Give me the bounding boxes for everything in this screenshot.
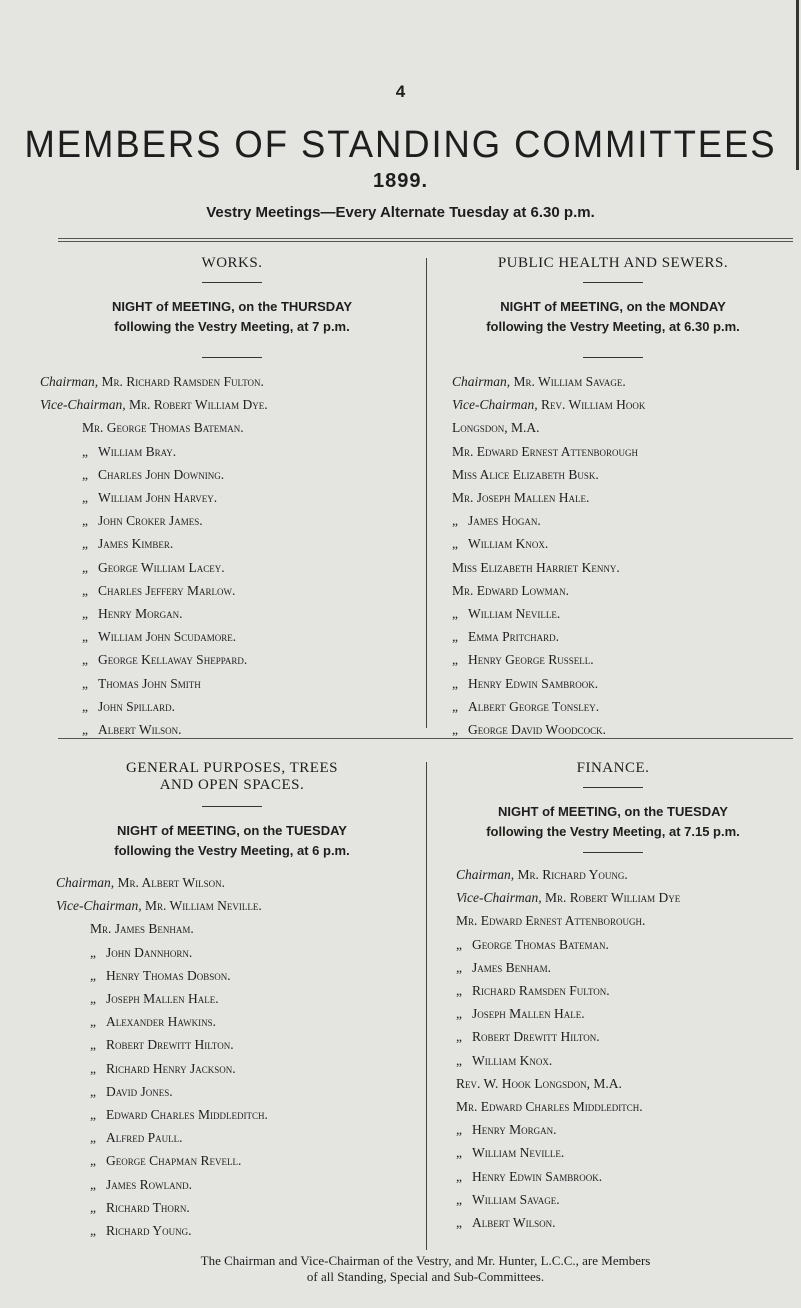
member-role: Chairman, bbox=[56, 875, 115, 890]
ditto-mark: „ bbox=[90, 1060, 96, 1076]
member-role: Chairman, bbox=[452, 374, 511, 389]
ditto-mark: „ bbox=[456, 1006, 462, 1022]
member-name: Mr. Joseph Mallen Hale. bbox=[452, 490, 590, 506]
member-row bbox=[432, 556, 794, 579]
member-name: Mr. Edward Lowman. bbox=[452, 582, 569, 598]
title-rule bbox=[202, 282, 262, 283]
member-row bbox=[40, 1173, 424, 1196]
member-row bbox=[432, 1188, 794, 1211]
member-name: Richard Henry Jackson. bbox=[106, 1060, 236, 1076]
ditto-mark: „ bbox=[82, 629, 88, 645]
ditto-mark: „ bbox=[452, 629, 458, 645]
member-name: Edward Charles Middleditch. bbox=[106, 1107, 268, 1123]
ditto-mark: „ bbox=[82, 443, 88, 459]
member-name: George Thomas Bateman. bbox=[472, 936, 609, 952]
ditto-mark: „ bbox=[82, 652, 88, 668]
member-row bbox=[432, 956, 794, 979]
member-row bbox=[432, 1049, 794, 1072]
member-name: Albert George Tonsley. bbox=[468, 698, 600, 714]
member-row bbox=[40, 1126, 424, 1149]
member-name: Emma Pritchard. bbox=[468, 629, 560, 645]
ditto-mark: „ bbox=[456, 1191, 462, 1207]
member-role: Vice-Chairman, bbox=[40, 397, 126, 413]
member-name: Mr. Richard Young. bbox=[517, 867, 628, 882]
member-name: William Neville. bbox=[468, 606, 561, 622]
member-name: Henry Thomas Dobson. bbox=[106, 967, 231, 983]
member-row bbox=[432, 1118, 794, 1141]
committee-finance bbox=[432, 760, 794, 1234]
ditto-mark: „ bbox=[452, 698, 458, 714]
member-name: William Savage. bbox=[472, 1191, 560, 1207]
ditto-mark: „ bbox=[82, 490, 88, 506]
member-name: Mr. Richard Ramsden Fulton. bbox=[101, 374, 264, 389]
member-row bbox=[432, 463, 794, 486]
member-row bbox=[432, 416, 794, 439]
member-row bbox=[432, 909, 794, 932]
member-name: Henry Morgan. bbox=[472, 1122, 557, 1138]
member-name: Thomas John Smith bbox=[98, 675, 201, 691]
member-name: Rev. William Hook bbox=[540, 397, 646, 413]
ditto-mark: „ bbox=[456, 1029, 462, 1045]
member-row bbox=[40, 1033, 424, 1056]
member-name: Mr. Edward Ernest Attenborough bbox=[452, 443, 639, 459]
member-row bbox=[432, 602, 794, 625]
member-row bbox=[40, 894, 424, 917]
meeting-note-line: NIGHT of MEETING, on the MONDAY bbox=[500, 299, 726, 314]
member-name: Robert Drewitt Hilton. bbox=[472, 1029, 600, 1045]
member-name: Richard Young. bbox=[106, 1223, 192, 1239]
member-name: Miss Alice Elizabeth Busk. bbox=[452, 466, 599, 482]
meeting-note-line: NIGHT of MEETING, on the TUESDAY bbox=[498, 804, 728, 819]
member-row bbox=[40, 1149, 424, 1172]
member-row bbox=[432, 1002, 794, 1025]
member-row bbox=[40, 718, 424, 741]
title-rule bbox=[202, 806, 262, 807]
committee-title: AND OPEN SPACES. bbox=[159, 777, 305, 793]
ditto-mark: „ bbox=[82, 675, 88, 691]
member-row bbox=[40, 987, 424, 1010]
ditto-mark: „ bbox=[90, 1153, 96, 1169]
ditto-mark: „ bbox=[82, 559, 88, 575]
member-row bbox=[432, 393, 794, 416]
member-name: Longsdon, M.A. bbox=[452, 420, 540, 436]
member-name: Mr. Robert William Dye bbox=[544, 890, 681, 906]
member-name: George Kellaway Sheppard. bbox=[98, 652, 248, 668]
member-role: Chairman, bbox=[40, 374, 99, 389]
member-row bbox=[432, 532, 794, 555]
meeting-note-line: following the Vestry Meeting, at 6 p.m. bbox=[114, 843, 350, 858]
member-row bbox=[40, 672, 424, 695]
member-row bbox=[432, 625, 794, 648]
page-number: 4 bbox=[395, 82, 406, 101]
member-name: Alexander Hawkins. bbox=[106, 1014, 217, 1030]
ditto-mark: „ bbox=[456, 959, 462, 975]
member-name: John Spillard. bbox=[98, 698, 176, 714]
member-row bbox=[40, 463, 424, 486]
ditto-mark: „ bbox=[90, 1014, 96, 1030]
member-row bbox=[40, 941, 424, 964]
member-row bbox=[40, 917, 424, 940]
ditto-mark: „ bbox=[452, 513, 458, 529]
member-name: Rev. W. Hook Longsdon, M.A. bbox=[456, 1075, 622, 1091]
ditto-mark: „ bbox=[90, 1037, 96, 1053]
member-row bbox=[40, 1010, 424, 1033]
member-name: James Hogan. bbox=[468, 513, 541, 529]
ditto-mark: „ bbox=[90, 1223, 96, 1239]
member-list bbox=[40, 871, 424, 1242]
ditto-mark: „ bbox=[90, 967, 96, 983]
ditto-mark: „ bbox=[82, 513, 88, 529]
footer-line: of all Standing, Special and Sub-Committees. bbox=[306, 1269, 545, 1284]
member-row bbox=[432, 886, 794, 909]
member-row bbox=[432, 1211, 794, 1234]
member-name: James Kimber. bbox=[98, 536, 174, 552]
member-name: Mr. George Thomas Bateman. bbox=[82, 420, 244, 436]
member-row bbox=[432, 1165, 794, 1188]
member-name: George Chapman Revell. bbox=[106, 1153, 242, 1169]
ditto-mark: „ bbox=[456, 936, 462, 952]
member-name: Mr. William Savage. bbox=[513, 374, 626, 389]
member-list bbox=[40, 370, 424, 741]
member-row bbox=[40, 393, 424, 416]
title-rule bbox=[583, 282, 643, 283]
member-row bbox=[432, 979, 794, 1002]
ditto-mark: „ bbox=[456, 983, 462, 999]
ditto-mark: „ bbox=[90, 1130, 96, 1146]
member-row bbox=[432, 1072, 794, 1095]
ditto-mark: „ bbox=[452, 652, 458, 668]
member-name: Albert Wilson. bbox=[98, 722, 182, 738]
member-name: Mr. Robert William Dye. bbox=[128, 397, 268, 413]
member-name: Henry Morgan. bbox=[98, 606, 183, 622]
member-name: William Knox. bbox=[472, 1052, 553, 1068]
member-row bbox=[432, 672, 794, 695]
member-row bbox=[40, 871, 424, 894]
member-row bbox=[432, 933, 794, 956]
member-role: Chairman, bbox=[456, 867, 515, 882]
committee-title: GENERAL PURPOSES, TREES bbox=[126, 760, 338, 776]
member-name: Mr. Edward Charles Middleditch. bbox=[456, 1099, 643, 1115]
member-name: George David Woodcock. bbox=[468, 722, 606, 738]
member-row bbox=[432, 648, 794, 671]
member-row bbox=[40, 579, 424, 602]
committee-title: FINANCE. bbox=[576, 760, 650, 776]
member-row bbox=[40, 1196, 424, 1219]
member-name: William John Scudamore. bbox=[98, 629, 237, 645]
member-name: William John Harvey. bbox=[98, 490, 218, 506]
member-list bbox=[432, 370, 794, 741]
ditto-mark: „ bbox=[456, 1052, 462, 1068]
ditto-mark: „ bbox=[456, 1145, 462, 1161]
member-role: Vice-Chairman, bbox=[56, 898, 142, 914]
member-role: Vice-Chairman, bbox=[452, 397, 538, 413]
member-name: Albert Wilson. bbox=[472, 1215, 556, 1231]
member-row bbox=[40, 486, 424, 509]
member-row bbox=[40, 370, 424, 393]
member-row bbox=[40, 695, 424, 718]
ditto-mark: „ bbox=[82, 536, 88, 552]
member-row bbox=[40, 1057, 424, 1080]
year: 1899. bbox=[372, 170, 429, 192]
member-name: James Benham. bbox=[472, 959, 552, 975]
committee-works bbox=[40, 255, 424, 741]
member-name: Miss Elizabeth Harriet Kenny. bbox=[452, 559, 620, 575]
page-title: MEMBERS OF STANDING COMMITTEES bbox=[24, 124, 777, 166]
footer-line: The Chairman and Vice-Chairman of the Vestry, and Mr. Hunter, L.C.C., are Members bbox=[200, 1253, 651, 1268]
ditto-mark: „ bbox=[82, 698, 88, 714]
member-name: James Rowland. bbox=[106, 1176, 193, 1192]
ditto-mark: „ bbox=[452, 722, 458, 738]
member-list bbox=[432, 863, 794, 1234]
ditto-mark: „ bbox=[456, 1215, 462, 1231]
member-name: John Croker James. bbox=[98, 513, 203, 529]
meeting-note-line: following the Vestry Meeting, at 7 p.m. bbox=[114, 319, 350, 334]
member-row bbox=[432, 579, 794, 602]
member-row bbox=[40, 1080, 424, 1103]
ditto-mark: „ bbox=[90, 1083, 96, 1099]
member-row bbox=[40, 964, 424, 987]
member-row bbox=[432, 486, 794, 509]
committee-general-purposes bbox=[40, 760, 424, 1242]
member-row bbox=[40, 1219, 424, 1242]
footer-note bbox=[58, 1253, 793, 1285]
member-row bbox=[40, 648, 424, 671]
ditto-mark: „ bbox=[90, 991, 96, 1007]
column-divider-top bbox=[426, 258, 427, 728]
meeting-note-line: NIGHT of MEETING, on the TUESDAY bbox=[117, 823, 347, 838]
member-name: Robert Drewitt Hilton. bbox=[106, 1037, 234, 1053]
member-row bbox=[40, 602, 424, 625]
ditto-mark: „ bbox=[90, 1176, 96, 1192]
title-rule bbox=[583, 787, 643, 788]
committee-public-health bbox=[432, 255, 794, 741]
member-name: William Knox. bbox=[468, 536, 549, 552]
member-row bbox=[40, 1103, 424, 1126]
member-name: Henry Edwin Sambrook. bbox=[468, 675, 599, 691]
meeting-note-line: following the Vestry Meeting, at 6.30 p.m. bbox=[486, 319, 740, 334]
member-name: George William Lacey. bbox=[98, 559, 225, 575]
member-name: Mr. Edward Ernest Attenborough. bbox=[456, 913, 646, 929]
member-row bbox=[432, 509, 794, 532]
member-name: Joseph Mallen Hale. bbox=[106, 991, 219, 1007]
member-row bbox=[432, 370, 794, 393]
member-row bbox=[40, 509, 424, 532]
meeting-schedule: Vestry Meetings—Every Alternate Tuesday at 6.30 p.m. bbox=[206, 204, 595, 221]
member-name: Henry Edwin Sambrook. bbox=[472, 1168, 603, 1184]
member-row bbox=[40, 416, 424, 439]
ditto-mark: „ bbox=[90, 1107, 96, 1123]
ditto-mark: „ bbox=[82, 582, 88, 598]
committee-title: WORKS. bbox=[201, 255, 263, 271]
member-row bbox=[432, 1025, 794, 1048]
member-row bbox=[432, 1095, 794, 1118]
note-rule bbox=[202, 357, 262, 358]
ditto-mark: „ bbox=[456, 1122, 462, 1138]
member-row bbox=[432, 695, 794, 718]
member-name: David Jones. bbox=[106, 1083, 173, 1099]
ditto-mark: „ bbox=[90, 1199, 96, 1215]
member-name: Alfred Paull. bbox=[106, 1130, 183, 1146]
member-row bbox=[40, 625, 424, 648]
ditto-mark: „ bbox=[452, 606, 458, 622]
member-row bbox=[432, 718, 794, 741]
member-name: Joseph Mallen Hale. bbox=[472, 1006, 585, 1022]
member-name: Mr. Albert Wilson. bbox=[117, 875, 225, 890]
ditto-mark: „ bbox=[82, 606, 88, 622]
member-name: Henry George Russell. bbox=[468, 652, 594, 668]
member-name: William Neville. bbox=[472, 1145, 565, 1161]
member-row bbox=[40, 532, 424, 555]
ditto-mark: „ bbox=[452, 675, 458, 691]
ditto-mark: „ bbox=[90, 944, 96, 960]
member-name: Richard Ramsden Fulton. bbox=[472, 983, 610, 999]
note-rule bbox=[583, 852, 643, 853]
ditto-mark: „ bbox=[452, 536, 458, 552]
ditto-mark: „ bbox=[456, 1168, 462, 1184]
member-row bbox=[40, 556, 424, 579]
member-name: Mr. James Benham. bbox=[90, 921, 194, 937]
note-rule bbox=[583, 357, 643, 358]
member-name: Charles John Downing. bbox=[98, 466, 225, 482]
committee-title: PUBLIC HEALTH AND SEWERS. bbox=[497, 255, 729, 271]
meeting-note-line: NIGHT of MEETING, on the THURSDAY bbox=[111, 299, 353, 314]
member-name: William Bray. bbox=[98, 443, 177, 459]
member-name: John Dannhorn. bbox=[106, 944, 193, 960]
member-row bbox=[432, 863, 794, 886]
member-name: Charles Jeffery Marlow. bbox=[98, 582, 236, 598]
ditto-mark: „ bbox=[82, 466, 88, 482]
member-role: Vice-Chairman, bbox=[456, 890, 542, 906]
header-rule bbox=[58, 238, 793, 242]
column-divider-bottom bbox=[426, 762, 427, 1250]
meeting-note-line: following the Vestry Meeting, at 7.15 p.m. bbox=[486, 824, 740, 839]
member-name: Richard Thorn. bbox=[106, 1199, 190, 1215]
member-row bbox=[432, 1141, 794, 1164]
member-name: Mr. William Neville. bbox=[144, 898, 262, 914]
member-row bbox=[432, 440, 794, 463]
ditto-mark: „ bbox=[82, 722, 88, 738]
member-row bbox=[40, 440, 424, 463]
